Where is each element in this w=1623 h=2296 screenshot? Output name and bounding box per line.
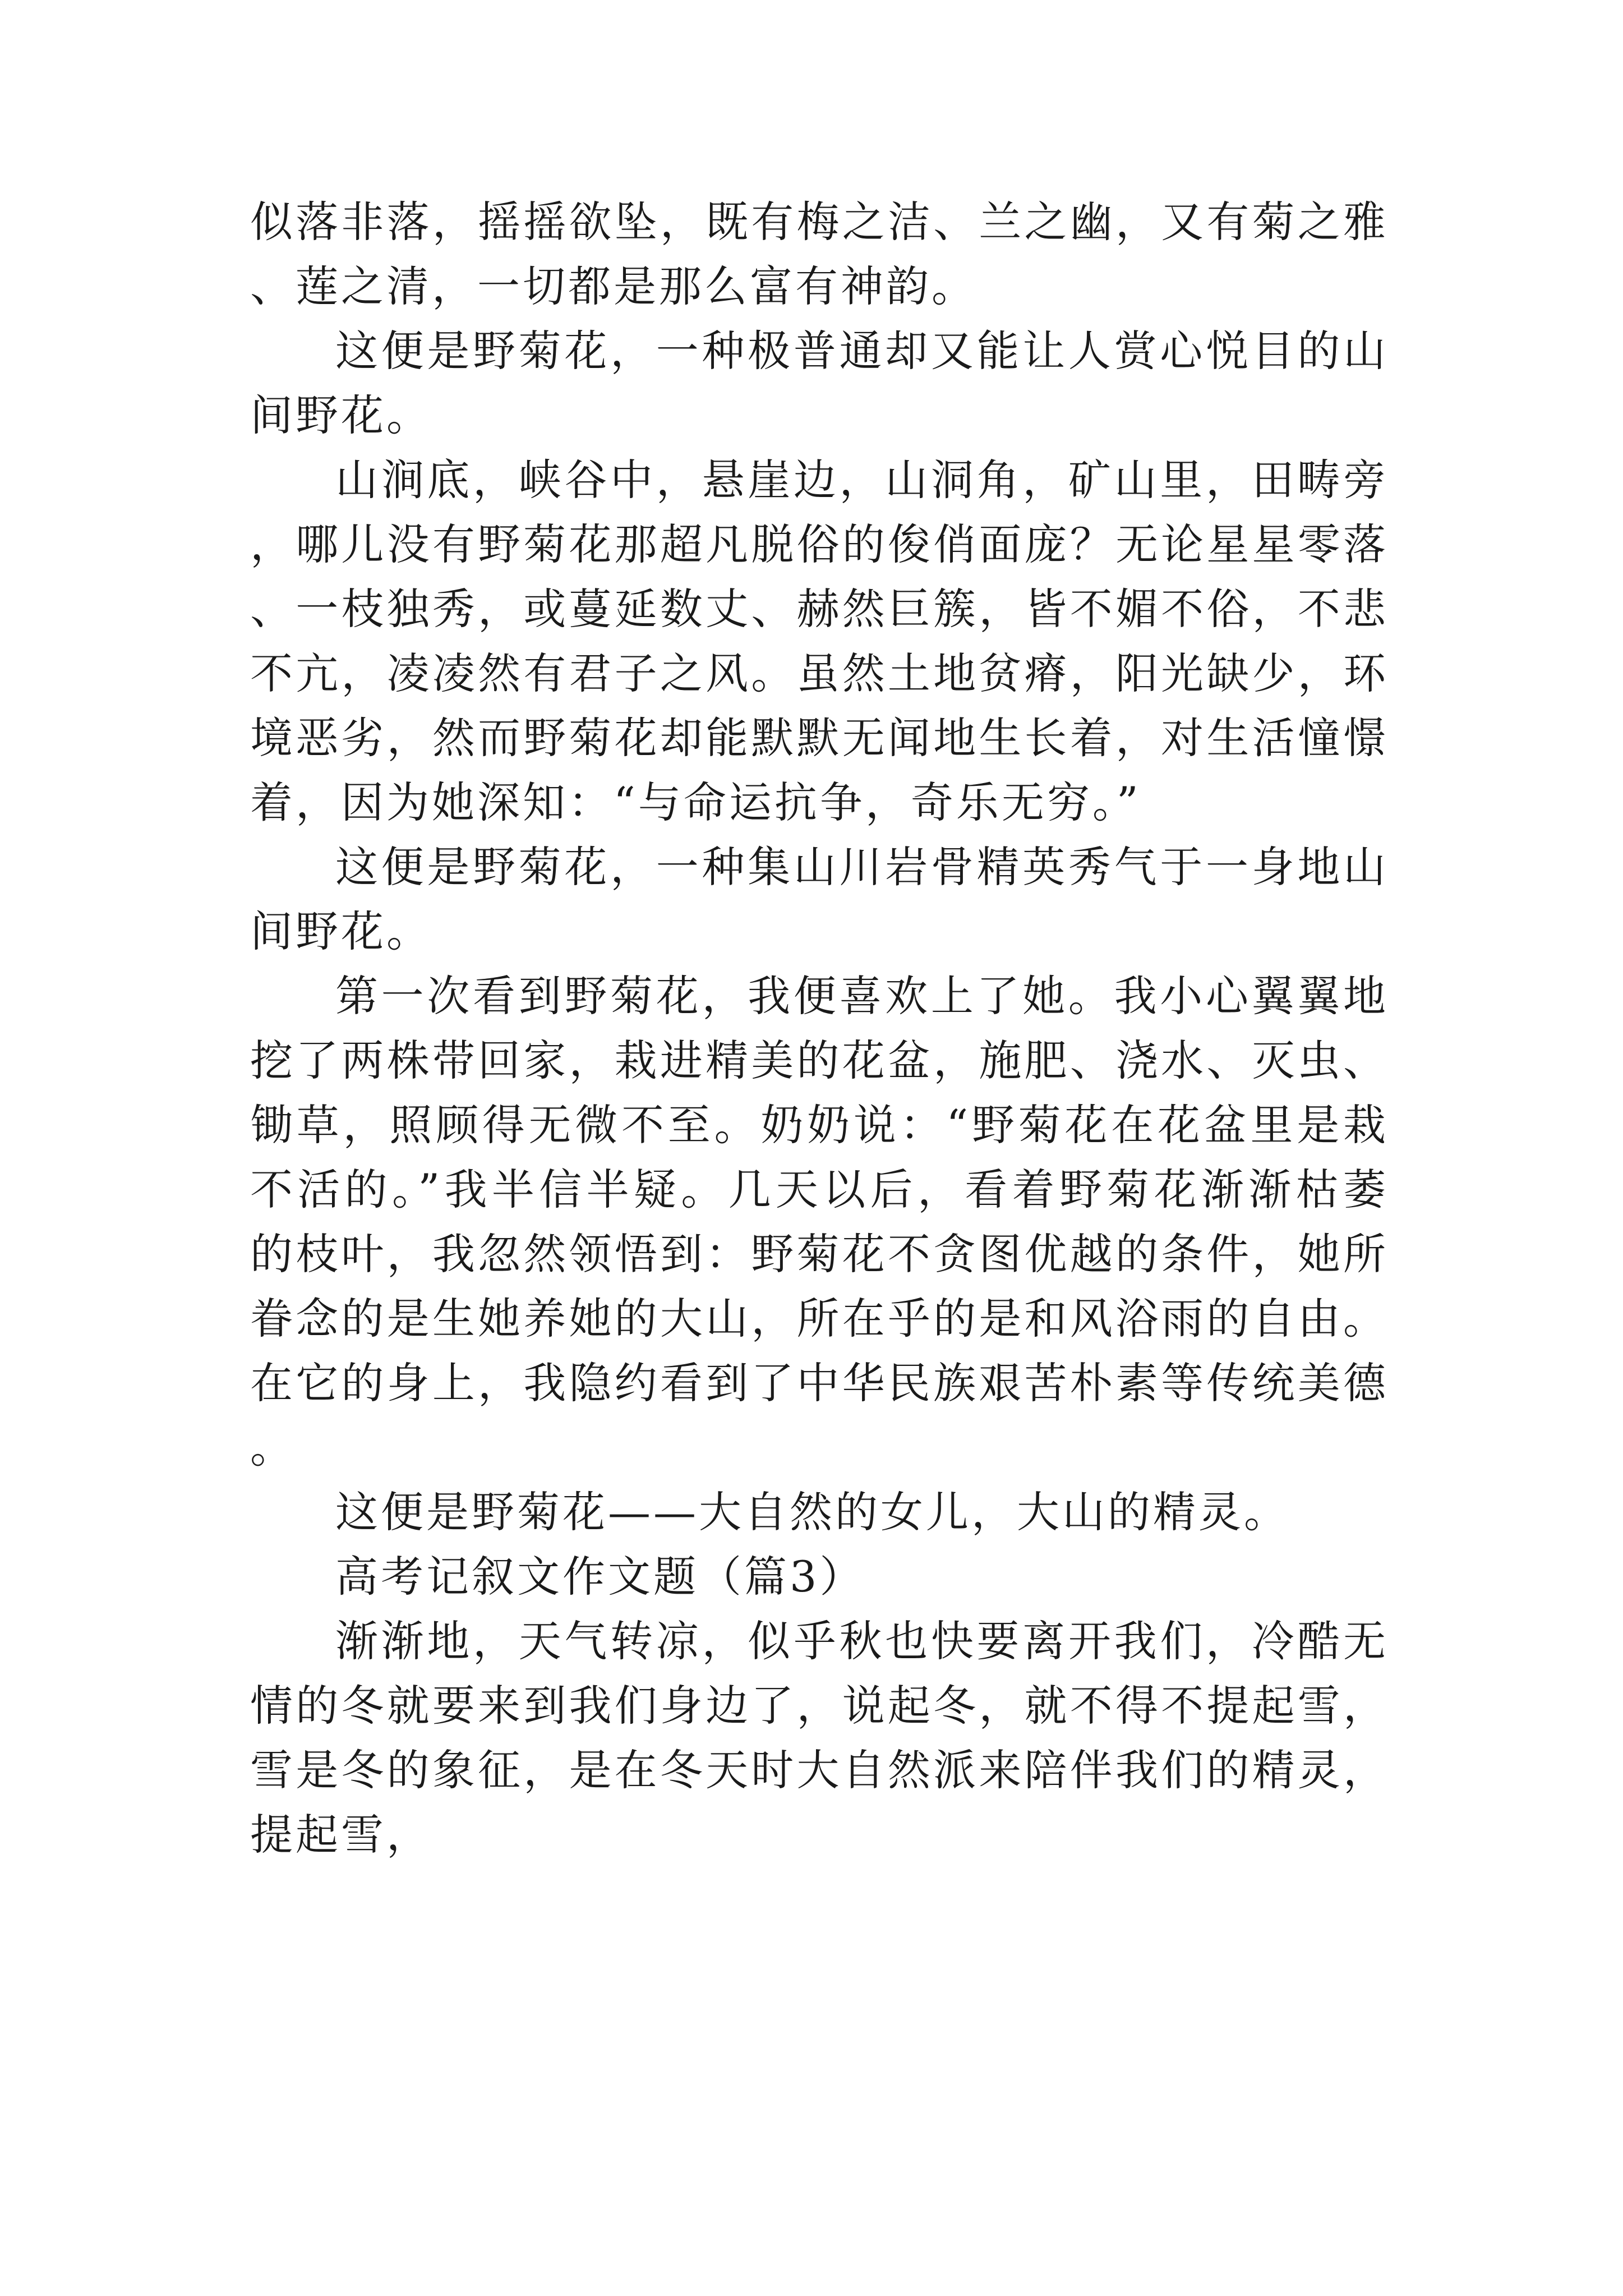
paragraph: 渐渐地，天气转凉，似乎秋也快要离开我们，冷酷无情的冬就要来到我们身边了，说起冬，就不得不提起雪，雪是冬的象征，是在冬天时大自然派来陪伴我们的精灵，提起雪， bbox=[250, 1616, 1389, 1860]
paragraph: 山涧底，峡谷中，悬崖边，山洞角，矿山里，田畴旁，哪儿没有野菊花那超凡脱俗的俊俏面庞？无论星星零落、一枝独秀，或蔓延数丈、赫然巨簇，皆不媚不俗，不悲不亢，凌凌然有君子之风。虽然土地贫瘠，阳光缺少，环境恶劣，然而野菊花却能默默无闻地生长着，对生活憧憬着，因为她深知：“与命运抗争，奇乐无穷。” bbox=[250, 455, 1389, 827]
paragraph: 这便是野菊花，一种集山川岩骨精英秀气于一身地山间野花。 bbox=[250, 842, 1389, 956]
paragraph: 这便是野菊花，一种极普通却又能让人赏心悦目的山间野花。 bbox=[250, 326, 1389, 440]
paragraph: 这便是野菊花——大自然的女儿，大山的精灵。 bbox=[335, 1487, 1289, 1537]
section-heading: 高考记叙文作文题（篇3） bbox=[335, 1552, 865, 1602]
paragraph-continuation: 似落非落，摇摇欲坠，既有梅之洁、兰之幽，又有菊之雅、莲之清，一切都是那么富有神韵。 bbox=[250, 197, 1389, 311]
paragraph: 第一次看到野菊花，我便喜欢上了她。我小心翼翼地挖了两株带回家，栽进精美的花盆，施肥、浇水、灭虫、锄草，照顾得无微不至。奶奶说：“野菊花在花盆里是栽不活的。”我半信半疑。几天以后，看着野菊花渐渐枯萎的枝叶，我忽然领悟到：野菊花不贪图优越的条件，她所眷念的是生她养她的大山，所在乎的是和风浴雨的自由。在它的身上，我隐约看到了中华民族艰苦朴素等传统美德。 bbox=[250, 971, 1389, 1473]
body-text bbox=[250, 190, 1389, 1867]
